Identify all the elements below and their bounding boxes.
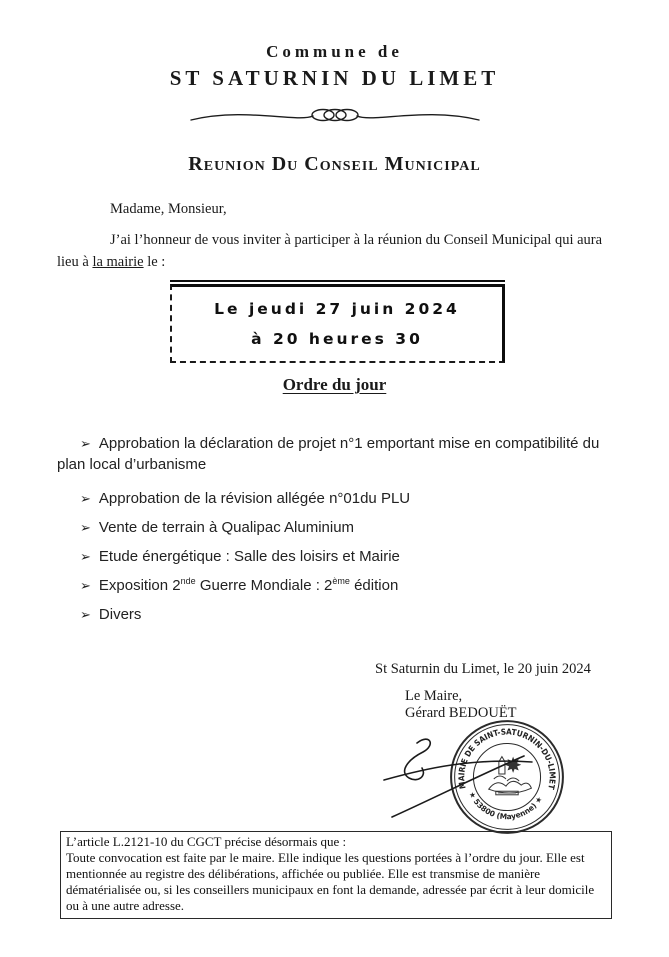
agenda-item-text: Guerre Mondiale : 2	[195, 577, 333, 594]
agenda-item-text: Etude énergétique : Salle des loisirs et Mairie	[98, 548, 400, 565]
intro-text-after: le :	[143, 254, 166, 271]
agenda-item-text: Vente de terrain à Qualipac Aluminium	[98, 519, 355, 536]
signature-stroke	[392, 756, 524, 817]
agenda-item-text: Exposition 2	[98, 577, 181, 594]
arrow-bullet-icon: ➢	[80, 549, 91, 564]
agenda-item-text: Approbation de la révision allégée n°01du PLU	[98, 490, 411, 507]
commune-label: Commune de	[266, 42, 403, 61]
agenda-item	[57, 546, 623, 567]
arrow-bullet-icon: ➢	[80, 578, 91, 593]
agenda-list	[57, 433, 623, 633]
intro-mairie-underlined: la mairie	[92, 254, 144, 271]
meeting-date: Le jeudi 27 juin 2024	[214, 300, 460, 318]
signer-name: Gérard BEDOUËT	[405, 705, 517, 721]
agenda-superscript: nde	[180, 576, 196, 586]
agenda-item	[57, 604, 623, 625]
arrow-bullet-icon: ➢	[80, 491, 91, 506]
intro-paragraph	[57, 229, 614, 274]
agenda-item	[57, 433, 623, 475]
salutation: Madame, Monsieur,	[110, 201, 227, 217]
agenda-item-text: Approbation la déclaration de projet n°1 emportant mise en compatibilité du plan local d’urbanisme	[57, 435, 600, 473]
commune-header	[0, 42, 669, 91]
decorative-flourish	[185, 97, 485, 129]
meeting-date-box	[170, 284, 505, 363]
agenda-item	[57, 517, 623, 538]
handwritten-signature	[372, 727, 547, 822]
stamp-bottom-arc-text: ★ 53800 (Mayenne) ★	[467, 790, 545, 822]
agenda-item	[57, 488, 623, 509]
agenda-item-text: édition	[349, 577, 399, 594]
stamp-top-arc-text: MAIRIE DE SAINT-SATURNIN-DU-LIMET	[456, 726, 558, 792]
meeting-time: à 20 heures 30	[251, 330, 423, 348]
agenda-superscript: ème	[332, 576, 350, 586]
arrow-bullet-icon: ➢	[80, 607, 91, 622]
legal-footnote-box	[60, 831, 612, 919]
footnote-line1: L’article L.2121-10 du CGCT précise désormais que :	[66, 834, 347, 849]
footnote-body: Toute convocation est faite par le maire. Elle indique les questions portées à l’ordre du jour. Elle est mentionnée au registre des délibérations, affichée ou publiée. Elle est transmise de manière dématérialisée ou, si les conseillers municipaux en font la demande, adressée par écrit à leur domicile ou à une autre adresse.	[66, 849, 595, 913]
signer-role: Le Maire,	[405, 688, 463, 704]
commune-name: ST SATURNIN DU LIMET	[169, 66, 500, 90]
page-title: Reunion Du Conseil Municipal	[188, 153, 481, 175]
arrow-bullet-icon: ➢	[80, 436, 91, 451]
arrow-bullet-icon: ➢	[80, 520, 91, 535]
intro-text: J’ai l’honneur de vous inviter à participer à la réunion du Conseil Municipal qui aura lieu à	[57, 232, 603, 271]
agenda-heading	[0, 375, 669, 395]
place-and-date: St Saturnin du Limet, le 20 juin 2024	[375, 661, 591, 677]
agenda-item-text: Divers	[98, 606, 142, 623]
agenda-heading-text: Ordre du jour	[282, 375, 387, 394]
agenda-item	[57, 575, 623, 596]
signature-stroke	[384, 761, 532, 780]
